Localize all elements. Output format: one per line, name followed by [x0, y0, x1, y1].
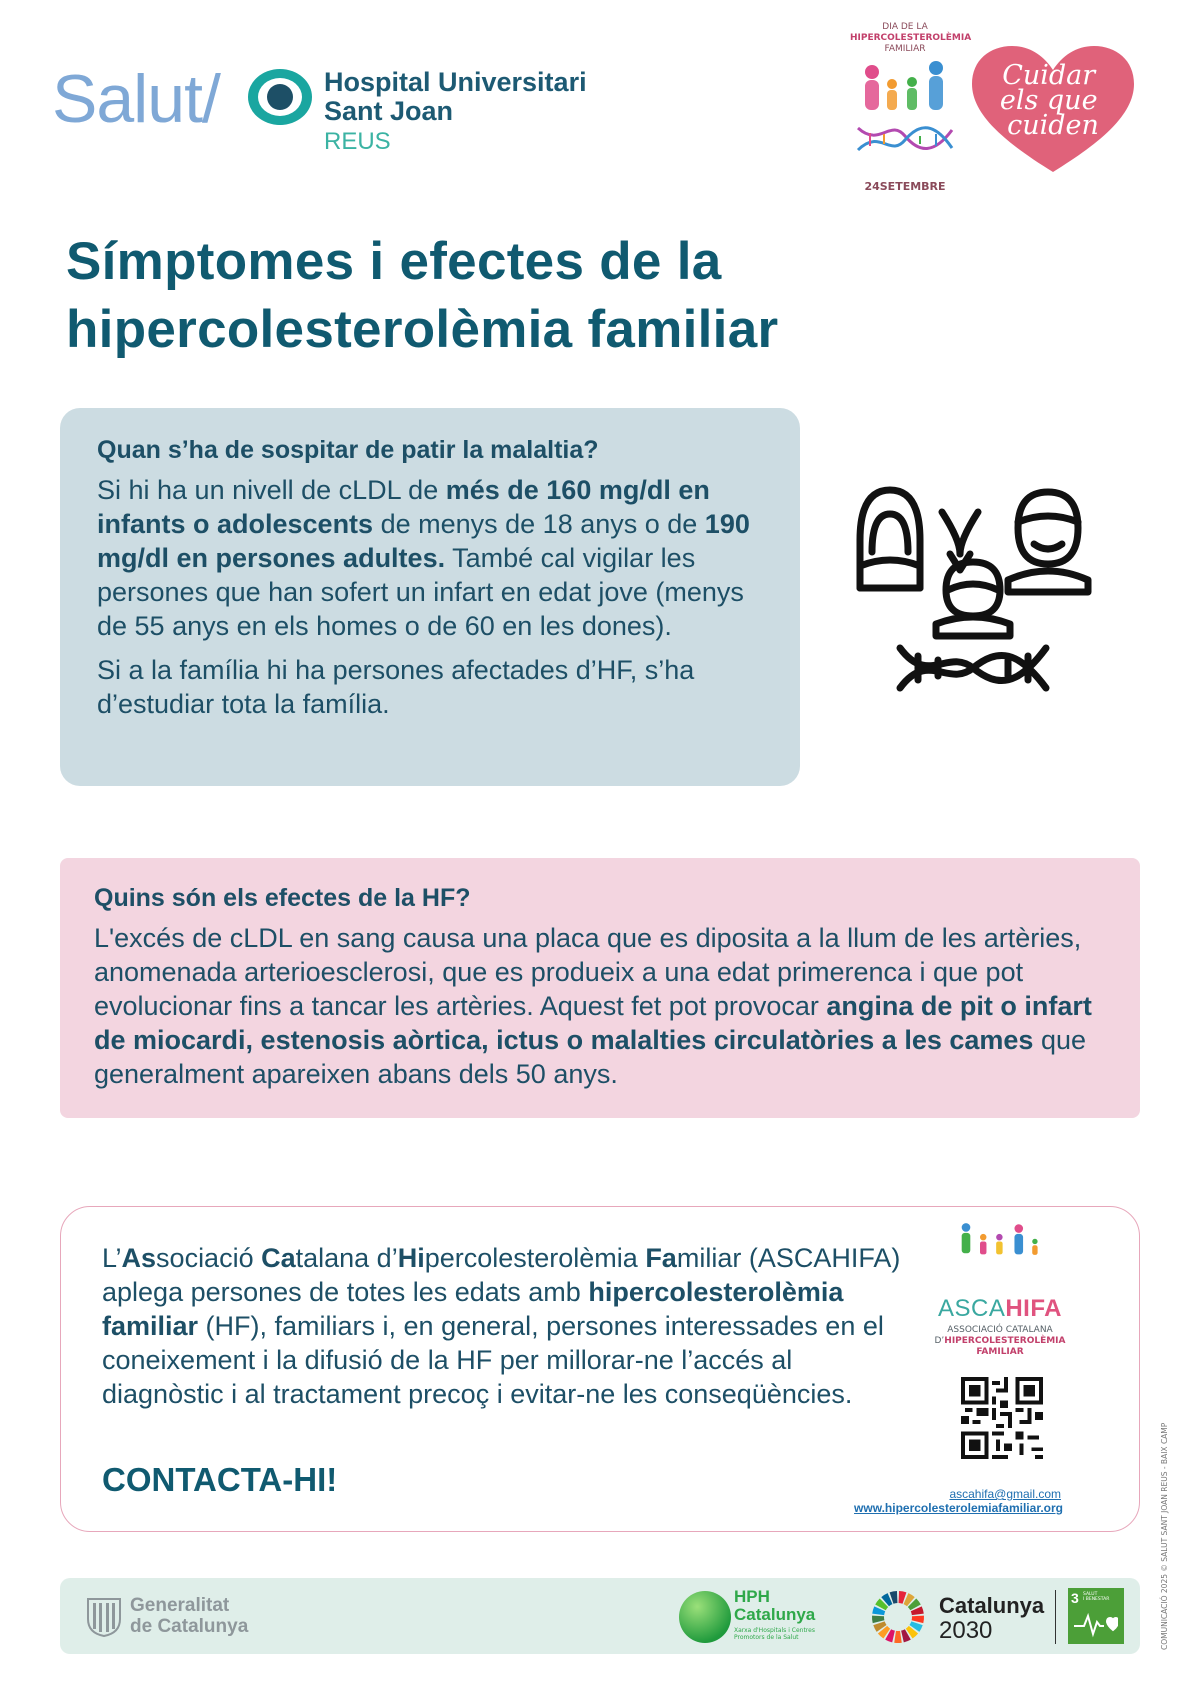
footer-logos-bar	[60, 1578, 1140, 1654]
association-paragraph: L’Associació Catalana d’Hipercolesterolèmia Familiar (ASCAHIFA) aplega persones de totes les edats amb hipercolesterolèmia familiar (HF), familiars i, en general, persones interessades en el coneixement i la difusió de la HF per millorar-ne l’accés al diagnòstic i al tractament precoç i evitar-ne les conseqüències.	[102, 1243, 901, 1409]
hospital-city: REUS	[324, 128, 391, 155]
sdg3-health-badge: 3 SALUT I BENESTAR	[1068, 1588, 1124, 1644]
fh-day-line3: FAMILIAR	[884, 44, 926, 54]
page-title-line1: Símptomes i efectes de la	[66, 232, 722, 291]
credit-note: COMUNICACIÓ 2025 © SALUT SANT JOAN REUS - BAIX CAMP	[1160, 1422, 1169, 1650]
sdg-wheel-segment	[912, 1616, 924, 1623]
hf-effects-box	[60, 858, 1140, 1118]
generalitat-shield-icon	[86, 1597, 122, 1637]
page-title-line2: hipercolesterolèmia familiar	[66, 300, 779, 359]
family-dna-icon	[848, 470, 1098, 710]
association-box	[60, 1206, 1140, 1532]
footer-divider	[1055, 1590, 1056, 1644]
family-watercolor-image	[850, 58, 960, 178]
ascahifa-logo-name: ASCAHIFA	[937, 1295, 1063, 1322]
fh-day-caption	[850, 22, 972, 55]
contact-email-link[interactable]: ascahifa@gmail.com	[949, 1487, 1061, 1501]
effects-paragraph: L'excés de cLDL en sang causa una placa que es diposita a la llum de les artèries, anomenada arterioesclerosi, que es produeix a una edat primerenca i que pot evolucionar fins a tancar les artèries. Aquest fet pot provocar angina de pit o infart de miocardi, estenosis aòrtica, ictus o malalties circulatòries a les cames que generalment apareixen abans dels 50 anys.	[94, 923, 1092, 1089]
suspect-paragraph-2: Si a la família hi ha persones afectades d’HF, s’ha d’estudiar tota la família.	[97, 655, 695, 719]
contact-website-link[interactable]: www.hipercolesterolemiafamiliar.org	[854, 1501, 1063, 1515]
heart-logo	[968, 44, 1138, 174]
hph-logo-text: HPH Catalunya	[734, 1587, 816, 1624]
hph-logo-subtitle: Xarxa d'Hospitals i Centres Promotors de la Salut	[734, 1627, 815, 1641]
fh-day-line2: HIPERCOLESTEROLÈMIA	[850, 33, 972, 43]
salut-logo: Salut/	[52, 61, 220, 137]
hospital-name-line2: Sant Joan	[324, 96, 454, 126]
page-title	[66, 228, 966, 364]
hospital-name	[324, 68, 587, 126]
sdg-wheel-icon	[870, 1589, 926, 1645]
catalunya-2030-year: 2030	[939, 1617, 993, 1644]
hph-globe-icon	[678, 1590, 732, 1644]
sdg-wheel-segment	[872, 1616, 884, 1623]
sdg-wheel-segment	[894, 1631, 902, 1643]
ascahifa-logo-subtitle: ASSOCIACIÓ CATALANA D’HIPERCOLESTEROLÈMIA FAMILIAR	[934, 1325, 1066, 1357]
ascahifa-family-image	[941, 1221, 1061, 1291]
fh-day-date: 24SETEMBRE	[864, 180, 946, 193]
hospital-name-line1: Hospital Universitari	[324, 67, 587, 97]
qr-code[interactable]	[961, 1377, 1043, 1459]
suspect-paragraph-1: Si hi ha un nivell de cLDL de més de 160 mg/dl en infants o adolescents de menys de 18 anys o de 190 mg/dl en persones adultes. També cal vigilar les persones que han sofert un infart en edat jove (menys de 55 anys en els homes o de 60 en les dones).	[97, 475, 750, 641]
heart-text: Cuidar els que cuiden	[999, 60, 1099, 141]
hospital-eye-logo	[246, 66, 314, 132]
heartbeat-icon	[1074, 1610, 1118, 1638]
effects-heading: Quins són els efectes de la HF?	[94, 884, 471, 912]
catalunya-2030-name: Catalunya	[939, 1593, 1045, 1618]
fh-day-badge	[850, 22, 972, 200]
generalitat-logo-text: Generalitat de Catalunya	[130, 1595, 249, 1637]
suspect-heading: Quan s’ha de sospitar de patir la malaltia?	[97, 436, 599, 464]
fh-day-line1: DIA DE LA	[882, 22, 928, 32]
contact-heading: CONTACTA-HI!	[102, 1461, 338, 1498]
suspect-disease-box	[60, 408, 800, 786]
